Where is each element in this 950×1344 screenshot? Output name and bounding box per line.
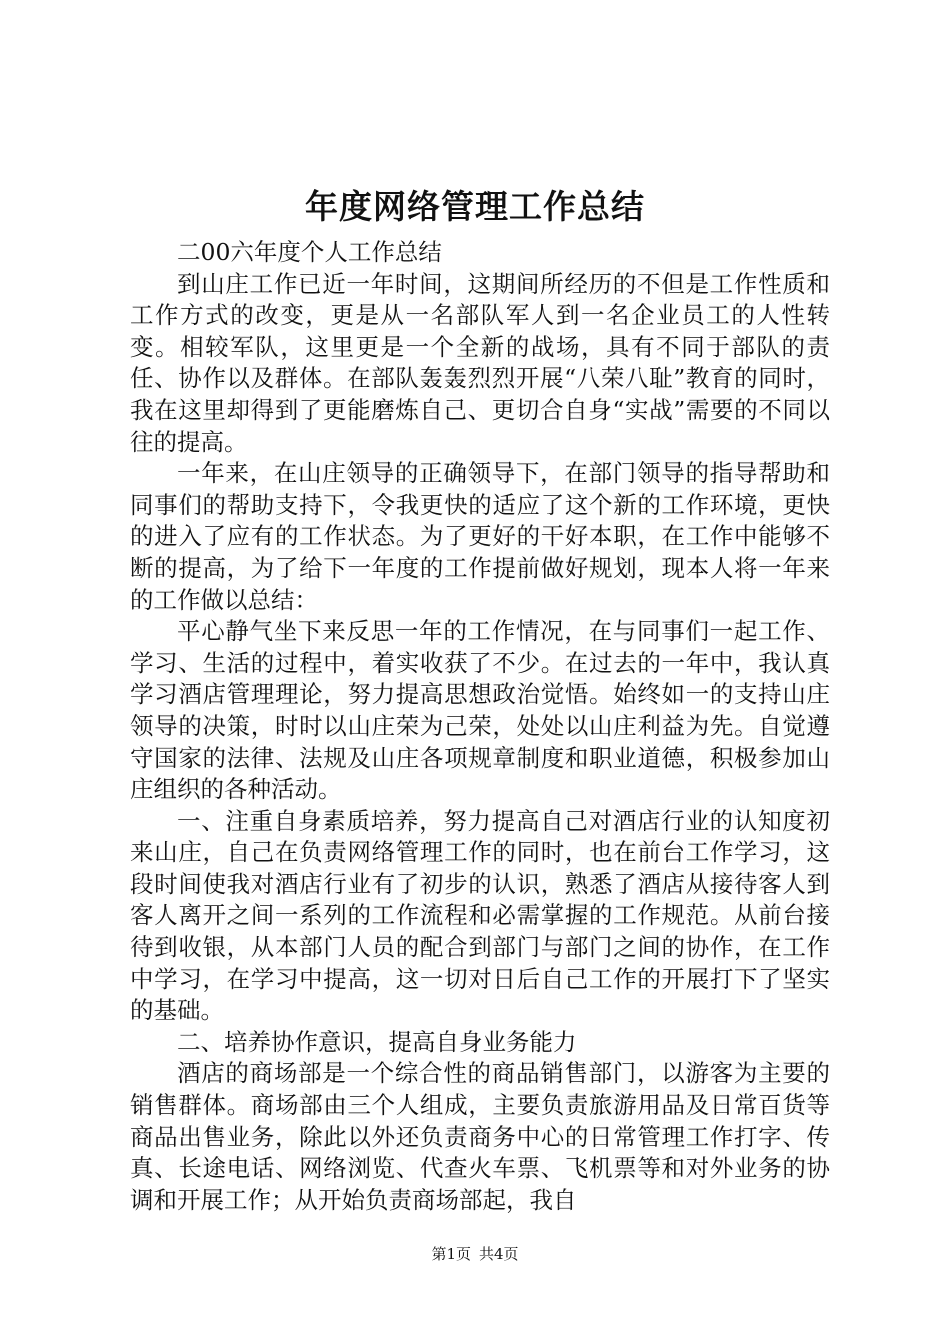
paragraph-subtitle: 二00六年度个人工作总结	[177, 238, 442, 266]
paragraph-intro: 到山庄工作已近一年时间，这期间所经历的不但是工作性质和工作方式的改变，更是从一名部队军人到一名企业员工的人性转变。相较军队，这里更是一个全新的战场，具有不同于部队的责任、协作以及群体。在部队轰轰烈烈开展“八荣八耻”教育的同时，我在这里却得到了更能磨炼自己、更切合自身“实战”需要的不同以往的提高。	[130, 269, 830, 456]
paragraph-section-two-heading: 二、培养协作意识，提高自身业务能力	[177, 1027, 577, 1056]
paragraph-section-two-body: 酒店的商场部是一个综合性的商品销售部门，以游客为主要的销售群体。商场部由三个人组成，主要负责旅游用品及日常百货等商品出售业务，除此以外还负责商务中心的日常管理工作打字、传真、长途电话、网络浏览、代查火车票、飞机票等和对外业务的协调和开展工作；从开始负责商场部起，我自	[130, 1059, 830, 1214]
page-total: 共4页	[479, 1245, 519, 1263]
page-number: 第1页	[431, 1245, 471, 1263]
paragraph-reflection: 平心静气坐下来反思一年的工作情况，在与同事们一起工作、学习、生活的过程中，着实收获了不少。在过去的一年中，我认真学习酒店管理理论，努力提高思想政治觉悟。始终如一的支持山庄领导的决策，时时以山庄荣为己荣，处处以山庄利益为先。自觉遵守国家的法律、法规及山庄各项规章制度和职业道德，积极参加山庄组织的各种活动。	[130, 617, 830, 804]
paragraph-year-review: 一年来，在山庄领导的正确领导下，在部门领导的指导帮助和同事们的帮助支持下，令我更快的适应了这个新的工作环境，更快的进入了应有的工作状态。为了更好的干好本职，在工作中能够不断的提高，为了给下一年度的工作提前做好规划，现本人将一年来的工作做以总结：	[130, 459, 830, 614]
document-body	[130, 237, 830, 1216]
paragraph-section-one: 一、注重自身素质培养，努力提高自己对酒店行业的认知度初来山庄，自己在负责网络管理工作的同时，也在前台工作学习，这段时间使我对酒店行业有了初步的认识，熟悉了酒店从接待客人到客人离开之间一系列的工作流程和必需掌握的工作规范。从前台接待到收银，从本部门人员的配合到部门与部门之间的协作，在工作中学习，在学习中提高，这一切对日后自己工作的开展打下了坚实的基础。	[130, 806, 830, 1025]
document-title: 年度网络管理工作总结	[305, 187, 645, 226]
page-footer	[0, 1244, 950, 1264]
